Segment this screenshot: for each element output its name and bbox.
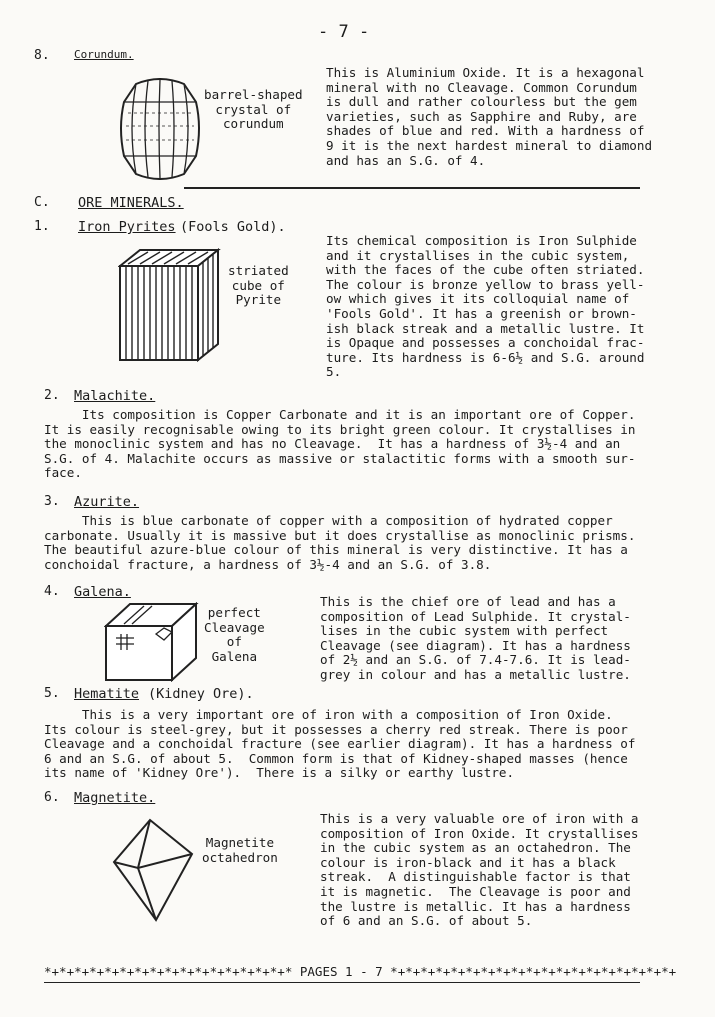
- page-footer: *+*+*+*+*+*+*+*+*+*+*+*+*+*+*+*+* PAGES 1 - 7 *+*+*+*+*+*+*+*+*+*+*+*+*+*+*+*+*+*+*+: [44, 964, 677, 979]
- galena-caption: perfect Cleavage of Galena: [204, 605, 265, 664]
- corundum-text: This is Aluminium Oxide. It is a hexagonal mineral with no Cleavage. Common Corundum is dull and rather colourless but the gem varieties, such as Sapphire and Ruby, are shades of blue and red. With a hardness of 9 it is the next hardest mineral to diamond and has an S.G. of 4.: [326, 65, 653, 168]
- magnetite-heading: Magnetite.: [74, 790, 156, 806]
- magnetite-number: 6.: [44, 790, 60, 805]
- pyrites-subheading: (Fools Gold).: [180, 219, 286, 235]
- magnetite-octahedron-illustration: [112, 818, 194, 922]
- pyrites-heading: Iron Pyrites: [78, 219, 176, 235]
- ore-heading: ORE MINERALS.: [78, 195, 184, 211]
- pyrites-number: 1.: [34, 219, 50, 234]
- galena-number: 4.: [44, 584, 60, 599]
- pyrites-text: Its chemical composition is Iron Sulphide and it crystallises in the cubic system, with the faces of the cube often striated. The colour is bronze yellow to brass yell- ow which gives it its colloquial name of 'Fools Gold'. It has a greenish or brown- ish black streak and a metallic lustre. It is Opaque and possesses a conchoidal frac- ture. Its hardness is 6-6½ and S.G. around 5.: [326, 233, 645, 380]
- ore-number: C.: [34, 195, 50, 210]
- galena-text: This is the chief ore of lead and has a composition of Lead Sulphide. It crystal- lises in the cubic system with perfect Cleavage (see diagram). It has a hardness of 2½ and an S.G. of 7.4-7.6. It is lead- grey in colour and has a metallic lustre.: [320, 594, 631, 682]
- hematite-heading: Hematite: [74, 686, 140, 702]
- hematite-number: 5.: [44, 686, 60, 701]
- pyrites-caption: striated cube of Pyrite: [228, 263, 289, 307]
- malachite-number: 2.: [44, 388, 60, 403]
- magnetite-caption: Magnetite octahedron: [202, 835, 278, 865]
- galena-heading: Galena.: [74, 584, 131, 600]
- page-number: - 7 -: [318, 22, 370, 42]
- section-divider: [184, 187, 640, 189]
- azurite-text: This is blue carbonate of copper with a composition of hydrated copper carbonate. Usually it is massive but it does crystallise as monoclinic prisms. The beautiful azure-blue colour of this mineral is very distinctive. It has a conchoidal fracture, a hardness of 3½-4 and an S.G. of 3.8.: [44, 513, 636, 572]
- corundum-caption: barrel-shaped crystal of corundum: [204, 87, 303, 131]
- galena-cube-illustration: [104, 602, 200, 682]
- hematite-subheading: (Kidney Ore).: [148, 686, 254, 702]
- malachite-text: Its composition is Copper Carbonate and it is an important ore of Copper. It is easily recognisable owing to its bright green colour. It crystallises in the monoclinic system and has no Cleavage. It has a hardness of 3½-4 and an S.G. of 4. Malachite occurs as massive or stalactitic forms with a smooth sur- face.: [44, 407, 636, 481]
- footer-underline: [44, 982, 640, 983]
- magnetite-text: This is a very valuable ore of iron with a composition of Iron Oxide. It crystallises in the cubic system as an octahedron. The colour is iron-black and it has a black streak. A distinguishable factor is that it is magnetic. The Cleavage is poor and the lustre is metallic. It has a hardness of 6 and an S.G. of about 5.: [320, 811, 639, 929]
- corundum-barrel-illustration: [118, 78, 202, 180]
- corundum-number: 8.: [34, 48, 50, 63]
- hematite-text: This is a very important ore of iron with a composition of Iron Oxide. Its colour is steel-grey, but it possesses a cherry red streak. There is poor Cleavage and a conchoidal fracture (see earlier diagram). It has a hardness of 6 and an S.G. of about 5. Common form is that of Kidney-shaped masses (hence its name of 'Kidney Ore'). There is a silky or earthy lustre.: [44, 707, 636, 781]
- pyrite-cube-illustration: [118, 248, 222, 364]
- malachite-heading: Malachite.: [74, 388, 156, 404]
- corundum-heading: Corundum.: [74, 48, 134, 61]
- azurite-number: 3.: [44, 494, 60, 509]
- azurite-heading: Azurite.: [74, 494, 140, 510]
